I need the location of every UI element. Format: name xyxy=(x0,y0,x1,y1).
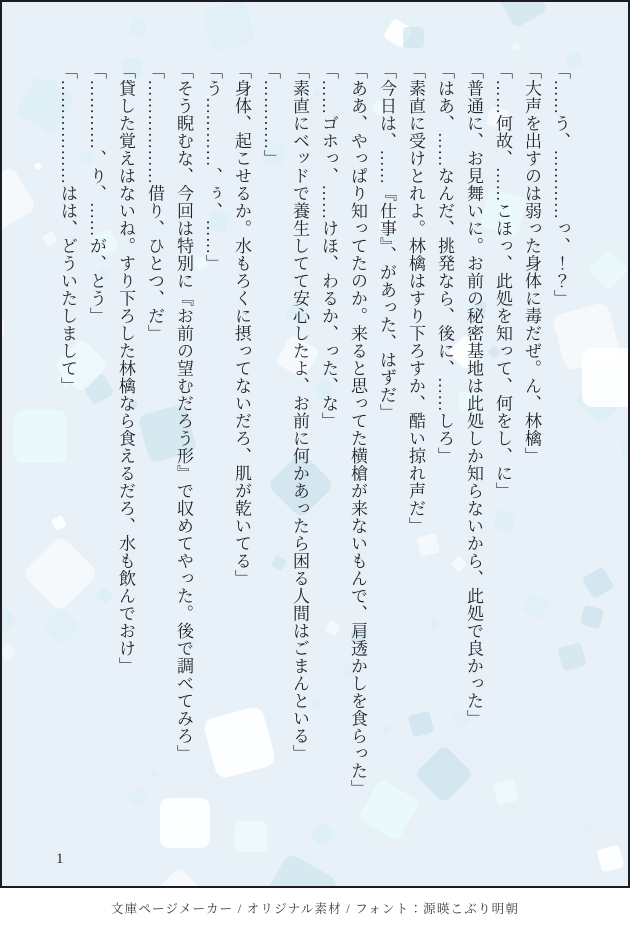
dialogue-line: 「………………はは、どういたしまして」 xyxy=(58,62,77,395)
footer-bar xyxy=(0,888,630,928)
dialogue-line: 「……何故、……こほっ、此処を知って、何をし、に」 xyxy=(493,62,512,500)
dialogue-line: 「貸した覚えはないね。すり下ろした林檎なら食えるだろ、水も飲んでおけ」 xyxy=(116,62,135,675)
dialogue-line: 「大声を出すのは弱った身体に毒だぜ。ん、林檎」 xyxy=(522,62,541,465)
dialogue-line: 「素直にベッドで養生してて安心したよ、お前に何かあったら困る人間はごまんといる」 xyxy=(290,62,309,762)
vertical-text-body xyxy=(2,2,628,886)
dialogue-line: 「そう睨むな、今回は特別に『お前の望むだろう形』で収めてやった。後で調べてみろ」 xyxy=(174,62,193,762)
page-number: 1 xyxy=(56,851,64,867)
dialogue-line: 「……う、…………っ、！？」 xyxy=(551,62,570,307)
dialogue-line: 「はあ、……なんだ、挑発なら、後に、……しろ」 xyxy=(435,62,454,465)
dialogue-line: 「ああ、やっぱり知ってたのか。来ると思ってた横槍が来ないもんで、肩透かしを食らった」 xyxy=(348,62,367,797)
dialogue-line: 「素直に受けとれよ。林檎はすり下ろすか、酷い掠れ声だ」 xyxy=(406,62,425,535)
dialogue-line: 「う…………、ぅ、……」 xyxy=(203,62,222,272)
dialogue-line: 「普通に、お見舞いに。お前の秘密基地は此処しか知らないから、此処で良かった」 xyxy=(464,62,483,727)
dialogue-line: 「……ゴホっ、……けほ、わるか、った、な」 xyxy=(319,62,338,430)
dialogue-line: 「身体、起こせるか。水もろくに摂ってないだろ、肌が乾いてる」 xyxy=(232,62,251,587)
footer-credit: 文庫ページメーカー / オリジナル素材 / フォント：源暎こぶり明朝 xyxy=(110,902,520,916)
dialogue-line: 「…………」 xyxy=(261,62,280,167)
dialogue-line: 「今日は、……『仕事』、があった、はずだ」 xyxy=(377,62,396,421)
dialogue-line: 「………………借り、ひとつ、だ」 xyxy=(145,62,164,342)
dialogue-line: 「…………、り、……が、とう」 xyxy=(87,62,106,325)
